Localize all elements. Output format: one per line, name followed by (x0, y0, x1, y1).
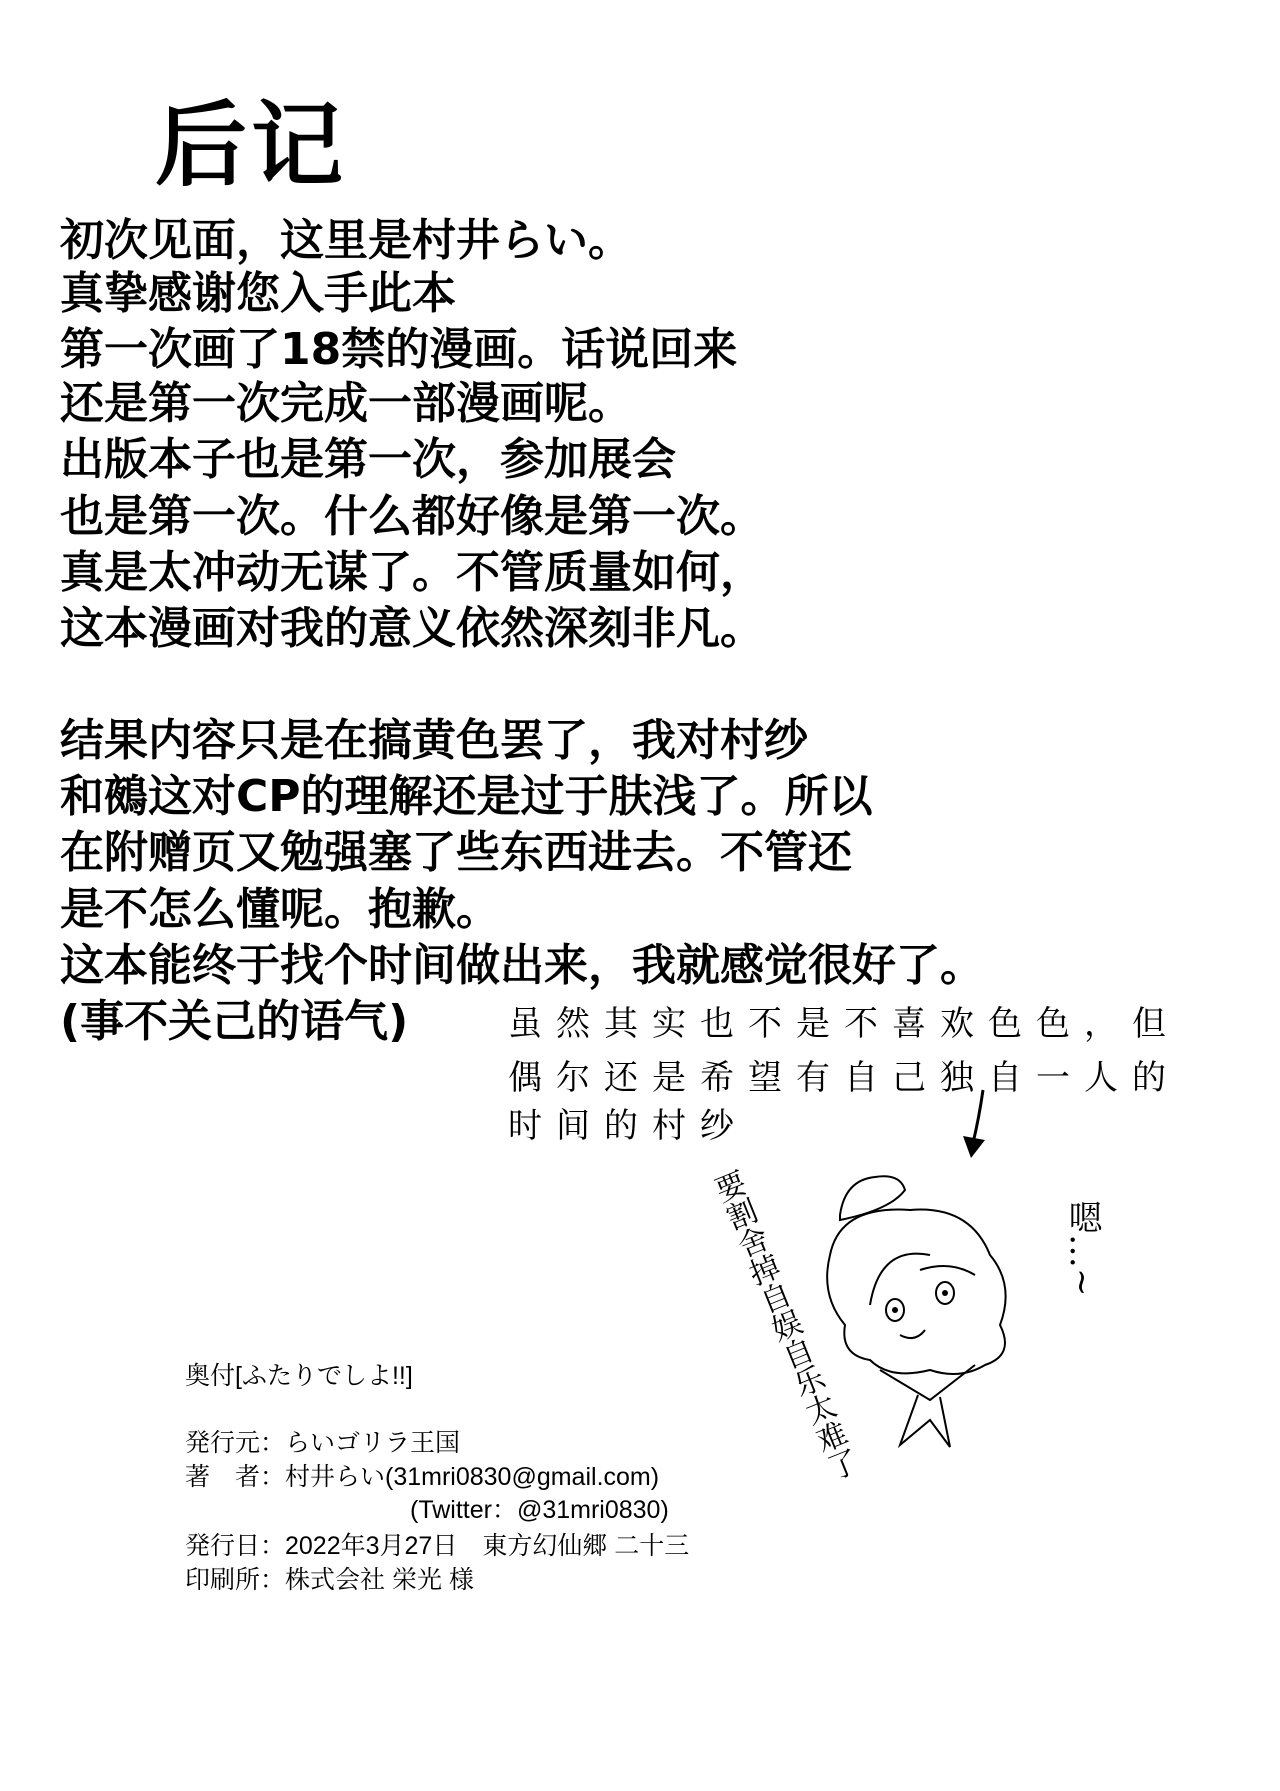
character-illustration (800, 1165, 1080, 1465)
page-title: 后记 (155, 92, 348, 199)
body-line: 结果内容只是在搞黄色罢了，我对村纱 (60, 715, 808, 766)
handwritten-line: 虽然其实也不是不喜欢色色，但 (508, 1004, 1180, 1044)
body-line: 是不怎么懂呢。抱歉。 (60, 884, 500, 935)
body-line: 在附赠页又勉强塞了些东西进去。不管还 (60, 827, 852, 878)
colophon-author: 著 者：村井らい(31mri0830@gmail.com) (185, 1463, 660, 1491)
body-line: 真挚感谢您入手此本 (60, 268, 456, 319)
body-line: 这本能终于找个时间做出来，我就感觉很好了。 (60, 940, 984, 991)
colophon-twitter: (Twitter：@31mri0830) (410, 1496, 669, 1524)
colophon-date: 発行日：2022年3月27日 東方幻仙郷 二十三 (185, 1532, 690, 1560)
side-note: 要割舍掉自娱自乐太难了 (705, 1166, 862, 1486)
murmur: 嗯…~ (1062, 1200, 1103, 1297)
body-line: 第一次画了18禁的漫画。话说回来 (60, 324, 738, 375)
body-line: 真是太冲动无谋了。不管质量如何， (60, 547, 764, 598)
body-line: 和鵺这对CP的理解还是过于肤浅了。所以 (60, 771, 873, 822)
handwritten-line: 时间的村纱 (508, 1106, 748, 1146)
colophon-printer: 印刷所：株式会社 栄光 様 (185, 1566, 474, 1594)
body-line: 这本漫画对我的意义依然深刻非凡。 (60, 603, 764, 654)
colophon-publisher: 発行元：らいゴリラ王国 (185, 1429, 461, 1457)
body-line: 还是第一次完成一部漫画呢。 (60, 378, 632, 429)
body-line: 也是第一次。什么都好像是第一次。 (60, 491, 764, 542)
body-line: 出版本子也是第一次，参加展会 (60, 434, 676, 485)
body-line: 初次见面，这里是村井らい。 (60, 215, 632, 266)
handwritten-line: 偶尔还是希望有自己独自一人的 (508, 1058, 1180, 1098)
body-line: (事不关己的语气) (60, 996, 409, 1047)
arrow-icon (955, 1088, 995, 1163)
colophon-heading: 奥付[ふたりでしよ!!] (185, 1362, 413, 1390)
